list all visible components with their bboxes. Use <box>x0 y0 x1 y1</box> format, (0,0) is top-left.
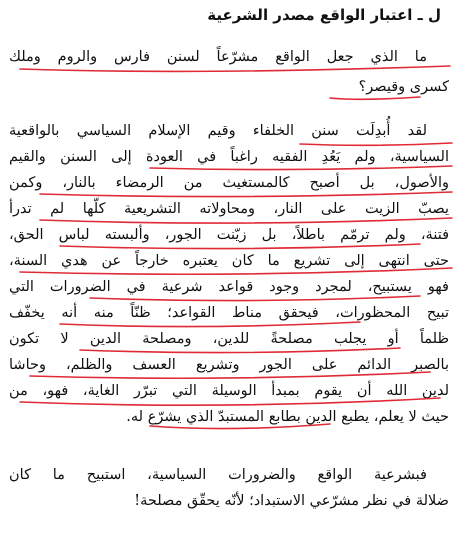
body-line: حيث لا يعلم، يطبع الدين بطابع المستبدّ الذي يشرّع له. <box>126 409 449 425</box>
conclusion-line: ضلالة في نظر مشرّعي الاستبداد؛ لأنّه يحقّق مصلحة! <box>134 493 449 509</box>
body-line: حتى انتهى إلى تشريع ما كان يعتبره خارجاً عن هدي السنة، <box>9 253 449 269</box>
body-line: والأصول، بل أصبح كالمستغيث من الرمضاء بالنار، وكمن <box>9 175 449 191</box>
conclusion-line: فبشرعية الواقع والضرورات السياسية، استبيح ما كان <box>9 467 427 483</box>
body-line: فهو يستبيح، لمجرد وجود قواعد شرعية في الضرورات التي <box>9 279 449 295</box>
intro-line: كسرى وقيصر؟ <box>358 79 449 95</box>
body-line: تبيح المحظورات، فيحقق مناط القواعد؛ ظنّاً منه أنه يخفّف <box>9 305 449 321</box>
body-line: فتنة، ولم ترمّم باطلاً، بل زيّنت الجور، وألبسته لباس الحق، <box>9 227 449 243</box>
body-line: السياسية، ولم يَعُدِ الفقيه راغباً في العودة إلى السنن والقيم <box>9 149 449 165</box>
body-line: بالصبر الدائم على الجور وتشريع العسف والظلم، وحاشا <box>9 357 449 373</box>
body-line: لدين الله أن يقوم بمبدأ الوسيلة التي تبرّر الغاية، فهو، من <box>9 383 449 399</box>
body-line: لقد أُبدِلَت سنن الخلفاء وقيم الإسلام السياسي بالواقعية <box>9 123 427 139</box>
section-heading: ل ـ اعتبار الواقع مصدر الشرعية <box>207 6 441 24</box>
intro-line: ما الذي جعل الواقع مشرّعاً لسنن فارس والروم وملك <box>9 49 427 65</box>
body-line: ظلماً أو يجلب مصلحةً للدين، ومصلحة الدين لا تكون <box>9 331 449 347</box>
body-line: يصبّ الزيت على النار، ومحاولاته التشريعية كلّها لم تدرأ <box>9 201 449 217</box>
